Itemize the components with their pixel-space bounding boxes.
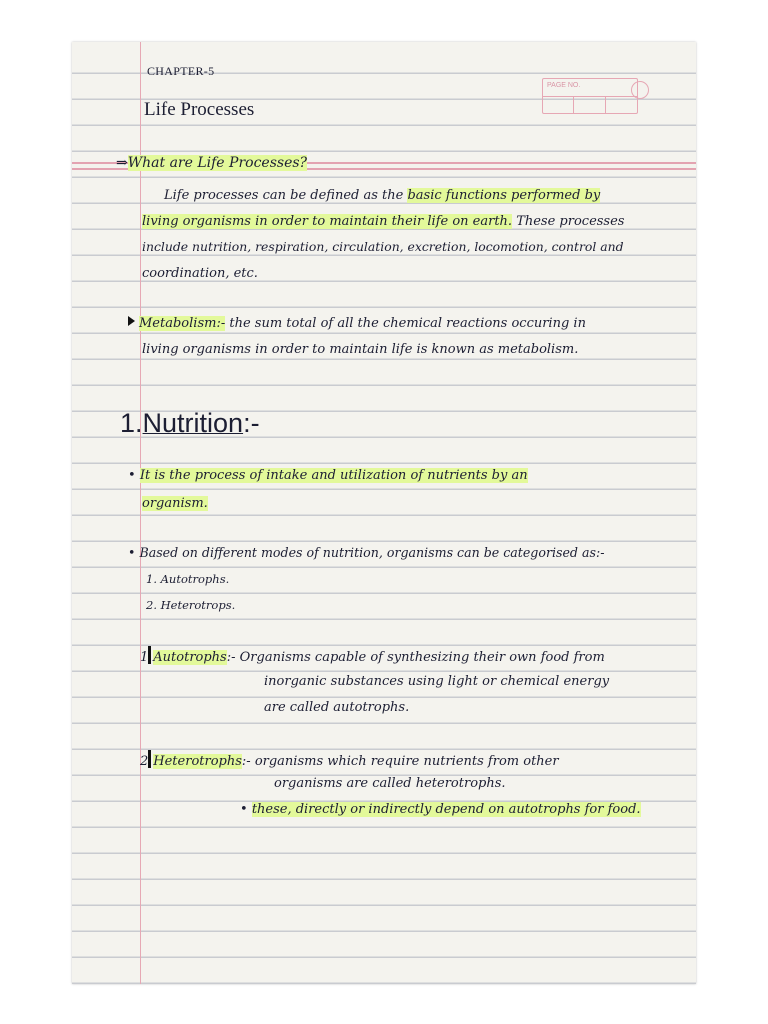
paragraph-line: organisms are called heterotrophs. [274, 776, 506, 791]
highlighted-text: basic functions performed by [407, 188, 601, 203]
margin-line [140, 42, 141, 984]
heterotrophs-definition [140, 750, 559, 770]
metabolism-definition [128, 316, 586, 332]
list-item: 1. Autotrophs. [146, 572, 230, 586]
list-item: 2. Heterotrops. [146, 598, 236, 612]
marker-bar-icon [148, 750, 151, 768]
text-span: organisms which require nutrients from other [254, 754, 559, 769]
paragraph-line: include nutrition, respiration, circulation, excretion, locomotion, control and [142, 239, 624, 254]
section-number: 1 [140, 650, 149, 665]
heterotrophs-term: Heterotrophs [153, 754, 242, 769]
heading-text: What are Life Processes? [127, 155, 308, 171]
bullet-dot-icon: • [240, 802, 252, 817]
bullet-item [128, 545, 604, 560]
highlighted-text: organism. [142, 496, 208, 511]
bullet-item [128, 468, 528, 484]
marker-bar-icon [148, 646, 151, 664]
section-number: 1. [120, 408, 143, 438]
text-span: the sum total of all the chemical reactions occuring in [225, 316, 586, 331]
heading-suffix: :- [243, 408, 260, 438]
highlighted-text: living organisms in order to maintain their life on earth. [142, 214, 513, 229]
text-span: These processes [512, 214, 625, 229]
bullet-dot-icon: • [128, 545, 140, 560]
brand-seal-icon [631, 81, 649, 99]
paragraph-line: coordination, etc. [142, 266, 258, 281]
paragraph-line: are called autotrophs. [264, 700, 410, 715]
text-span: Life processes can be defined as the [164, 188, 408, 203]
bullet-triangle-icon [128, 316, 135, 326]
highlighted-text: It is the process of intake and utilization of nutrients by an [139, 468, 528, 483]
paragraph-line [164, 188, 600, 204]
page-title: Life Processes [144, 99, 255, 120]
autotrophs-definition [140, 646, 605, 666]
page-number-label: PAGE NO. [547, 82, 581, 89]
page-number-box [542, 78, 638, 114]
notebook-page [72, 42, 696, 984]
text-span: :- [226, 650, 240, 665]
section-number: 2 [140, 754, 149, 769]
paragraph-line: inorganic substances using light or chemical energy [264, 674, 610, 689]
paragraph-line: living organisms in order to maintain life is known as metabolism. [142, 342, 579, 357]
nutrition-heading [120, 407, 260, 439]
section-heading-life-processes [116, 155, 307, 172]
section-title: Nutrition [142, 408, 244, 438]
text-span: Based on different modes of nutrition, organisms can be categorised as:- [139, 545, 605, 560]
bullet-item [240, 802, 641, 818]
bullet-dot-icon: • [128, 468, 140, 483]
page-number-cells [543, 96, 637, 113]
autotrophs-term: Autotrophs [153, 650, 227, 665]
arrow-icon: ⇒ [116, 155, 128, 171]
text-span: :- [241, 754, 255, 769]
chapter-label: CHAPTER-5 [147, 64, 215, 78]
paragraph-line [142, 214, 624, 230]
metabolism-term: Metabolism:- [139, 316, 226, 331]
paragraph-line [142, 496, 208, 512]
highlighted-text: these, directly or indirectly depend on autotrophs for food. [251, 802, 641, 817]
text-span: Organisms capable of synthesizing their own food from [239, 650, 605, 665]
